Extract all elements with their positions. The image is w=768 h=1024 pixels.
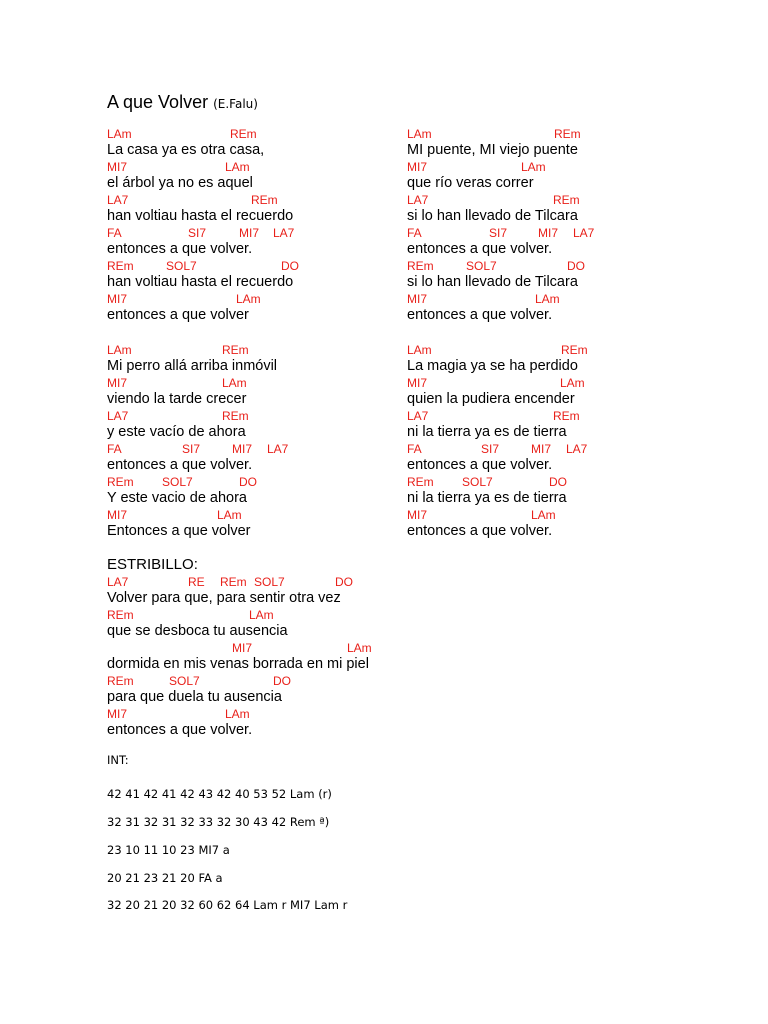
lyric-line: dormida en mis venas borrada en mi piel — [107, 656, 369, 672]
left-column — [107, 126, 437, 739]
chord: DO — [549, 475, 567, 489]
chord: FA — [107, 226, 122, 240]
lyric-line: entonces a que volver. — [107, 241, 253, 257]
lyric-line: Mi perro allá arriba inmóvil — [107, 358, 278, 374]
chord-lyric-pair — [407, 159, 737, 192]
chord: MI7 — [232, 442, 253, 456]
chord: MI7 — [407, 292, 428, 306]
chord: LAm — [217, 508, 242, 522]
chord-line — [407, 408, 737, 424]
lyric-line: el árbol ya no es aquel — [107, 175, 253, 191]
chord-line — [107, 225, 437, 241]
chord-line — [407, 375, 737, 391]
chord: MI7 — [407, 160, 428, 174]
song-title — [107, 92, 258, 113]
chord-line — [407, 291, 737, 307]
chord: LA7 — [566, 442, 588, 456]
chord: DO — [273, 674, 291, 688]
chord-lyric-pair — [107, 258, 437, 291]
chord-line — [107, 574, 437, 590]
chord-line — [107, 126, 437, 142]
chord: FA — [407, 442, 422, 456]
chord-lyric-pair — [107, 159, 437, 192]
lyric-line: ni la tierra ya es de tierra — [407, 424, 567, 440]
chord-lyric-pair — [407, 225, 737, 258]
lyric-line: entonces a que volver. — [407, 457, 553, 473]
song-author: (E.Falu) — [213, 97, 258, 111]
chord-lyric-pair — [407, 258, 737, 291]
chord: MI7 — [107, 508, 128, 522]
lyric-line: entonces a que volver. — [407, 241, 553, 257]
chord-lyric-pair — [107, 474, 437, 507]
chord: DO — [281, 259, 299, 273]
lyric-line: viendo la tarde crecer — [107, 391, 247, 407]
lyric-line: Volver para que, para sentir otra vez — [107, 590, 341, 606]
chord: LAm — [521, 160, 546, 174]
chord-line — [107, 441, 437, 457]
lyric-line: entonces a que volver. — [407, 523, 553, 539]
lyric-line: que río veras correr — [407, 175, 534, 191]
chord: MI7 — [239, 226, 260, 240]
chord-line — [407, 342, 737, 358]
chord: SI7 — [182, 442, 201, 456]
song-title-text: A que Volver — [107, 92, 209, 112]
chord: LA7 — [107, 193, 129, 207]
chord-lyric-pair — [107, 507, 437, 540]
chord: SOL7 — [166, 259, 197, 273]
chord: FA — [107, 442, 122, 456]
chord: REm — [222, 343, 249, 357]
chord-line — [407, 192, 737, 208]
chord-lyric-pair — [407, 474, 737, 507]
chord: LAm — [236, 292, 261, 306]
chord: MI7 — [531, 442, 552, 456]
chord-lyric-pair — [407, 126, 737, 159]
chord-lyric-pair — [107, 706, 437, 739]
chord: MI7 — [407, 508, 428, 522]
chord: LAm — [560, 376, 585, 390]
chord: SOL7 — [466, 259, 497, 273]
chord: LAm — [531, 508, 556, 522]
chord-lyric-pair — [107, 192, 437, 225]
chord-line — [107, 673, 437, 689]
intro-label: INT: — [107, 753, 129, 767]
lyric-line: han voltiau hasta el recuerdo — [107, 208, 294, 224]
chord: DO — [239, 475, 257, 489]
chord-line — [407, 507, 737, 523]
lyric-line: entonces a que volver — [107, 307, 249, 323]
chord-line — [107, 159, 437, 175]
chord-lyric-pair — [107, 574, 437, 607]
chord-line — [107, 640, 437, 656]
chord: MI7 — [232, 641, 253, 655]
chord: SOL7 — [462, 475, 493, 489]
chord-line — [107, 607, 437, 623]
chord: LAm — [225, 160, 250, 174]
lyric-line: quien la pudiera encender — [407, 391, 575, 407]
chord-lyric-pair — [407, 342, 737, 375]
lyric-line: que se desboca tu ausencia — [107, 623, 288, 639]
chord-lyric-pair — [107, 126, 437, 159]
verse-gap — [107, 324, 437, 342]
lyric-line: si lo han llevado de Tilcara — [407, 274, 578, 290]
chord: REm — [554, 127, 581, 141]
chord: LAm — [407, 127, 432, 141]
lyric-line: entonces a que volver. — [407, 307, 553, 323]
left-verse-1 — [107, 126, 437, 324]
chord: REm — [222, 409, 249, 423]
chord-line — [407, 441, 737, 457]
chord-lyric-pair — [107, 441, 437, 474]
chord: SOL7 — [169, 674, 200, 688]
chord: LAm — [107, 343, 132, 357]
chord: REm — [251, 193, 278, 207]
chord-lyric-pair — [107, 607, 437, 640]
lyric-line: Y este vacio de ahora — [107, 490, 247, 506]
chord-line — [107, 258, 437, 274]
chord-lyric-pair — [107, 640, 437, 673]
lyric-line: MI puente, MI viejo puente — [407, 142, 578, 158]
chord: LAm — [407, 343, 432, 357]
intro-tab-line: 32 31 32 31 32 33 32 30 43 42 Rem ª) — [107, 815, 330, 829]
chord: LA7 — [407, 409, 429, 423]
chord: LA7 — [267, 442, 289, 456]
chord: LA7 — [407, 193, 429, 207]
chord-line — [407, 225, 737, 241]
chord: MI7 — [107, 292, 128, 306]
chord: LAm — [107, 127, 132, 141]
chord: MI7 — [107, 707, 128, 721]
chord-line — [107, 291, 437, 307]
chord-line — [107, 706, 437, 722]
chord-lyric-pair — [107, 342, 437, 375]
chord: LA7 — [107, 409, 129, 423]
chord: REm — [553, 193, 580, 207]
lyric-line: Entonces a que volver — [107, 523, 251, 539]
lyric-line: La magia ya se ha perdido — [407, 358, 578, 374]
chord: LAm — [249, 608, 274, 622]
intro-tab-line: 42 41 42 41 42 43 42 40 53 52 Lam (r) — [107, 787, 332, 801]
chord: SOL7 — [254, 575, 285, 589]
chord-lyric-pair — [107, 291, 437, 324]
chord: DO — [567, 259, 585, 273]
left-verse-2 — [107, 342, 437, 540]
chord-line — [407, 159, 737, 175]
chord-line — [407, 474, 737, 490]
estribillo-section — [107, 574, 437, 739]
chord: DO — [335, 575, 353, 589]
lyric-line: La casa ya es otra casa, — [107, 142, 265, 158]
chord-lyric-pair — [407, 408, 737, 441]
chord-lyric-pair — [407, 291, 737, 324]
chord: FA — [407, 226, 422, 240]
chord: LA7 — [107, 575, 129, 589]
chord-line — [107, 507, 437, 523]
chord: LAm — [222, 376, 247, 390]
chord-lyric-pair — [107, 408, 437, 441]
chord-lyric-pair — [107, 673, 437, 706]
chord: REm — [107, 259, 134, 273]
chord-line — [107, 342, 437, 358]
chord-line — [107, 474, 437, 490]
right-verse-1 — [407, 126, 737, 324]
intro-tab-line: 32 20 21 20 32 60 62 64 Lam r MI7 Lam r — [107, 898, 348, 912]
lyric-line: para que duela tu ausencia — [107, 689, 282, 705]
chord: REm — [407, 259, 434, 273]
chord: REm — [107, 608, 134, 622]
chord: REm — [107, 475, 134, 489]
chord: LAm — [347, 641, 372, 655]
chord: SI7 — [489, 226, 508, 240]
chord-lyric-pair — [407, 441, 737, 474]
chord: LAm — [535, 292, 560, 306]
chord-lyric-pair — [107, 375, 437, 408]
chord: MI7 — [107, 376, 128, 390]
chord: MI7 — [107, 160, 128, 174]
chord-line — [107, 408, 437, 424]
chord: REm — [407, 475, 434, 489]
chord-lyric-pair — [407, 507, 737, 540]
lyric-line: entonces a que volver. — [107, 457, 253, 473]
verse-gap — [407, 324, 737, 342]
lyric-line: entonces a que volver. — [107, 722, 253, 738]
chord: SOL7 — [162, 475, 193, 489]
chord: SI7 — [481, 442, 500, 456]
lyric-line: si lo han llevado de Tilcara — [407, 208, 578, 224]
right-column — [407, 126, 737, 540]
lyric-line: ni la tierra ya es de tierra — [407, 490, 567, 506]
chord: MI7 — [407, 376, 428, 390]
chord-line — [107, 375, 437, 391]
chord: REm — [107, 674, 134, 688]
chord: MI7 — [538, 226, 559, 240]
chord-lyric-pair — [107, 225, 437, 258]
chord: LA7 — [273, 226, 295, 240]
chord: SI7 — [188, 226, 207, 240]
intro-tab-line: 23 10 11 10 23 MI7 a — [107, 843, 230, 857]
chord: RE — [188, 575, 205, 589]
verse-gap — [107, 540, 437, 554]
estribillo-heading: ESTRIBILLO: — [107, 556, 198, 573]
chord: REm — [220, 575, 247, 589]
chord: REm — [230, 127, 257, 141]
chord-line — [407, 126, 737, 142]
right-verse-2 — [407, 342, 737, 540]
chord: LAm — [225, 707, 250, 721]
intro-tab-line: 20 21 23 21 20 FA a — [107, 871, 223, 885]
lyric-line: y este vacío de ahora — [107, 424, 246, 440]
lyric-line: han voltiau hasta el recuerdo — [107, 274, 294, 290]
chord-lyric-pair — [407, 375, 737, 408]
chord: LA7 — [573, 226, 595, 240]
chord-line — [107, 192, 437, 208]
chord: REm — [561, 343, 588, 357]
chord: REm — [553, 409, 580, 423]
chord-line — [407, 258, 737, 274]
chord-lyric-pair — [407, 192, 737, 225]
